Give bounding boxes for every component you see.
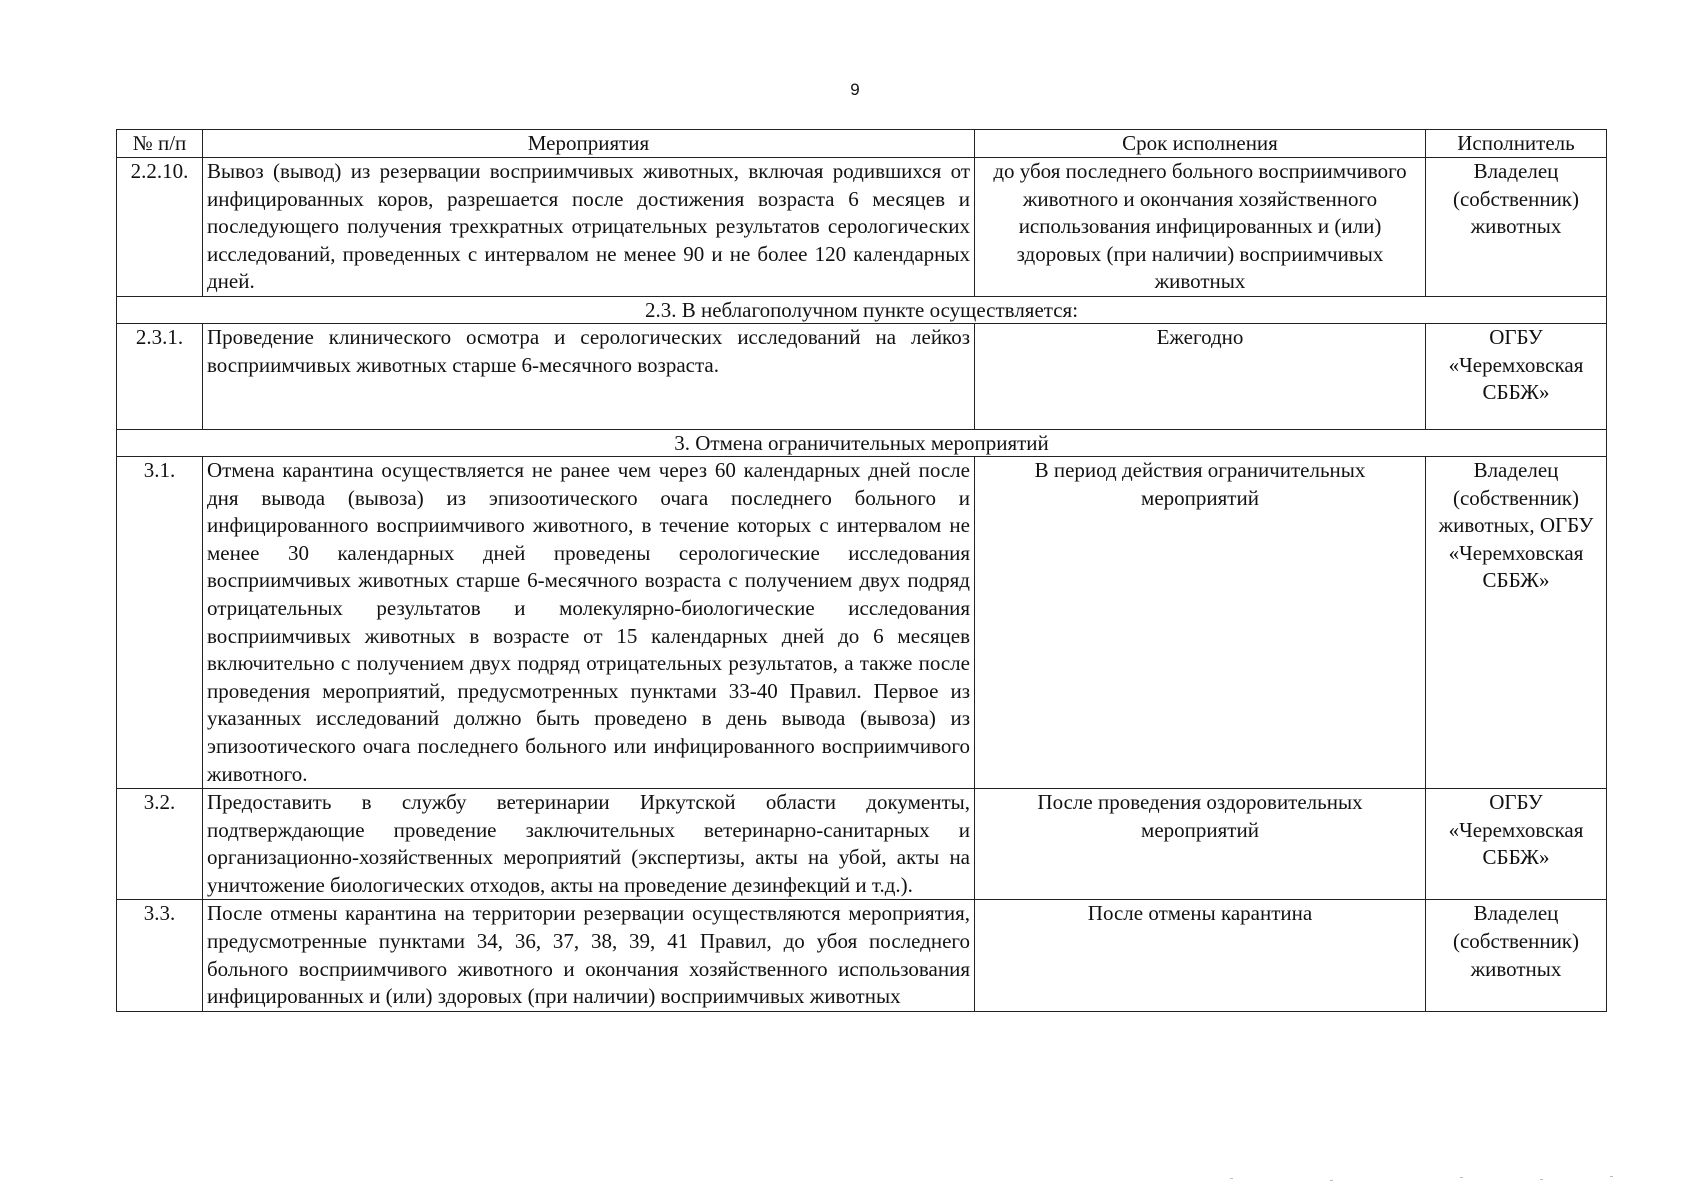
table-row xyxy=(117,789,1607,900)
row-term: до убоя последнего больного восприимчивого животного и окончания хозяйственного использования инфицированных и (или) здоровых (при наличии) восприимчивых животных xyxy=(975,158,1426,297)
scan-speck xyxy=(1330,1180,1333,1181)
row-number: 3.1. xyxy=(117,456,203,788)
measures-table xyxy=(116,129,1607,1012)
header-number: № п/п xyxy=(117,130,203,158)
row-executor: ОГБУ «Черемховская СББЖ» xyxy=(1426,323,1607,429)
section-title-3: 3. Отмена ограничительных мероприятий xyxy=(117,429,1607,456)
scan-speck xyxy=(1610,1176,1613,1177)
header-activity: Мероприятия xyxy=(203,130,975,158)
row-number: 3.3. xyxy=(117,900,203,1011)
scan-speck xyxy=(1540,1179,1543,1180)
scan-speck xyxy=(1460,1177,1463,1178)
row-number: 3.2. xyxy=(117,789,203,900)
row-activity: После отмены карантина на территории резервации осуществляются мероприятия, предусмотренные пунктами 34, 36, 37, 38, 39, 41 Правил, до убоя последнего больного восприимчивого животного и окончания хозяйственного использования инфицированных и (или) здоровых (при наличии) восприимчивых животных xyxy=(203,900,975,1011)
header-term: Срок исполнения xyxy=(975,130,1426,158)
row-executor: Владелец (собственник) животных, ОГБУ «Черемховская СББЖ» xyxy=(1426,456,1607,788)
header-executor: Исполнитель xyxy=(1426,130,1607,158)
row-executor: Владелец (собственник) животных xyxy=(1426,900,1607,1011)
row-executor: ОГБУ «Черемховская СББЖ» xyxy=(1426,789,1607,900)
row-executor: Владелец (собственник) животных xyxy=(1426,158,1607,297)
table-header-row xyxy=(117,130,1607,158)
section-title-2-3: 2.3. В неблагополучном пункте осуществляется: xyxy=(117,296,1607,323)
section-row xyxy=(117,296,1607,323)
table-row xyxy=(117,900,1607,1011)
table-row xyxy=(117,158,1607,297)
row-activity: Вывоз (вывод) из резервации восприимчивых животных, включая родившихся от инфицированных коров, разрешается после достижения возраста 6 месяцев и последующего получения трехкратных отрицательных результатов серологических исследований, проведенных с интервалом не менее 90 и не более 120 календарных дней. xyxy=(203,158,975,297)
row-term: После проведения оздоровительных мероприятий xyxy=(975,789,1426,900)
table-row xyxy=(117,323,1607,429)
row-activity: Проведение клинического осмотра и серологических исследований на лейкоз восприимчивых животных старше 6-месячного возраста. xyxy=(203,323,975,429)
row-term: Ежегодно xyxy=(975,323,1426,429)
row-activity: Предоставить в службу ветеринарии Иркутской области документы, подтверждающие проведение заключительных ветеринарно-санитарных и организационно-хозяйственных мероприятий (экспертизы, акты на убой, акты на уничтожение биологических отходов, акты на проведение дезинфекций и т.д.). xyxy=(203,789,975,900)
scan-speck xyxy=(1230,1178,1233,1179)
row-term: В период действия ограничительных мероприятий xyxy=(975,456,1426,788)
section-row xyxy=(117,429,1607,456)
row-activity: Отмена карантина осуществляется не ранее чем через 60 календарных дней после дня вывода (вывоза) из эпизоотического очага последнего больного и инфицированного восприимчивого животного, в течение которых с интервалом не менее 30 календарных дней проведены серологические исследования восприимчивых животных старше 6-месячного возраста с получением двух подряд отрицательных результатов и молекулярно-биологические исследования восприимчивых животных в возрасте от 15 календарных дней до 6 месяцев включительно с получением двух подряд отрицательных результатов, а также после проведения мероприятий, предусмотренных пунктами 33-40 Правил. Первое из указанных исследований должно быть проведено в день вывода (вывоза) из эпизоотического очага последнего больного или инфицированного восприимчивого животного. xyxy=(203,456,975,788)
row-number: 2.2.10. xyxy=(117,158,203,297)
page-number: 9 xyxy=(850,80,860,99)
table-row xyxy=(117,456,1607,788)
row-term: После отмены карантина xyxy=(975,900,1426,1011)
row-number: 2.3.1. xyxy=(117,323,203,429)
